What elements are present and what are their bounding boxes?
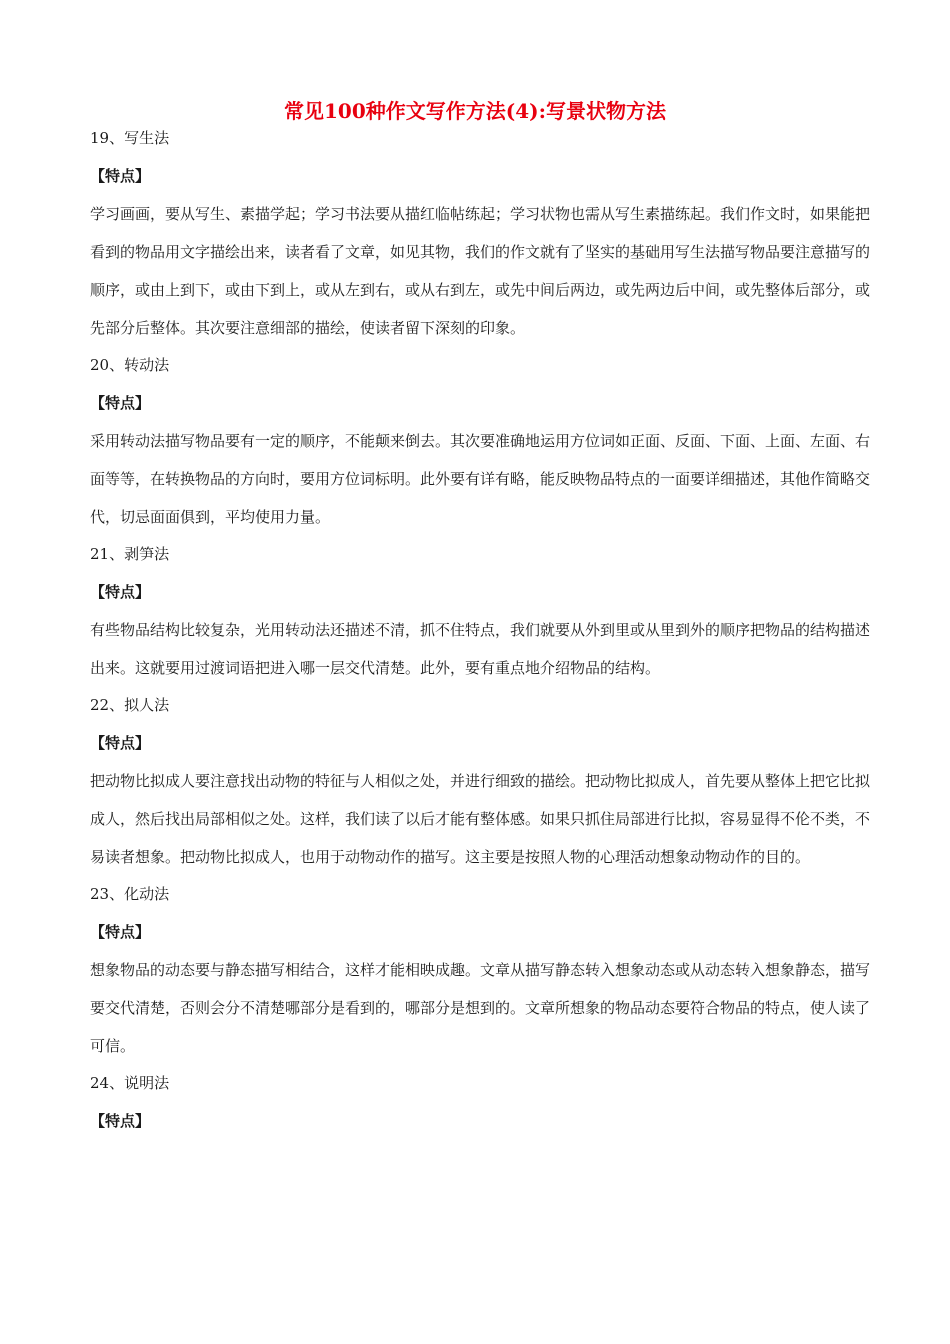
section-tag: 【特点】 (90, 1111, 151, 1130)
section-heading: 24、说明法 (90, 1074, 170, 1092)
section-20 (90, 347, 870, 536)
document-body (90, 120, 870, 1140)
section-heading: 20、转动法 (90, 356, 170, 374)
section-21 (90, 536, 870, 687)
section-heading: 21、剥笋法 (90, 545, 170, 563)
section-tag: 【特点】 (90, 922, 151, 941)
section-tag: 【特点】 (90, 166, 151, 185)
section-22 (90, 687, 870, 876)
section-24 (90, 1065, 870, 1140)
section-23 (90, 876, 870, 1065)
section-tag: 【特点】 (90, 733, 151, 752)
section-heading: 23、化动法 (90, 885, 170, 903)
section-19 (90, 120, 870, 347)
section-body: 把动物比拟成人要注意找出动物的特征与人相似之处，并进行细致的描绘。把动物比拟成人，首先要从整体上把它比拟成人，然后找出局部相似之处。这样，我们读了以后才能有整体感。如果只抓住局部进行比拟，容易显得不伦不类，不易读者想象。把动物比拟成人，也用于动物动作的描写。这主要是按照人物的心理活动想象动物动作的目的。 (90, 772, 871, 866)
page-title: 常见100种作文写作方法(4):写景状物方法 (284, 99, 666, 123)
section-body: 想象物品的动态要与静态描写相结合，这样才能相映成趣。文章从描写静态转入想象动态或从动态转入想象静态，描写要交代清楚，否则会分不清楚哪部分是看到的，哪部分是想到的。文章所想象的物品动态要符合物品的特点，使人读了可信。 (90, 961, 871, 1055)
section-tag: 【特点】 (90, 393, 151, 412)
section-body: 学习画画，要从写生、素描学起；学习书法要从描红临帖练起；学习状物也需从写生素描练起。我们作文时，如果能把看到的物品用文字描绘出来，读者看了文章，如见其物，我们的作文就有了坚实的基础用写生法描写物品要注意描写的顺序，或由上到下，或由下到上，或从左到右，或从右到左，或先中间后两边，或先两边后中间，或先整体后部分，或先部分后整体。其次要注意细部的描绘，使读者留下深刻的印象。 (90, 205, 871, 337)
section-tag: 【特点】 (90, 582, 151, 601)
section-body: 有些物品结构比较复杂，光用转动法还描述不清，抓不住特点，我们就要从外到里或从里到外的顺序把物品的结构描述出来。这就要用过渡词语把进入哪一层交代清楚。此外，要有重点地介绍物品的结构。 (90, 621, 871, 677)
section-heading: 19、写生法 (90, 129, 170, 147)
section-body: 采用转动法描写物品要有一定的顺序，不能颠来倒去。其次要准确地运用方位词如正面、反面、下面、上面、左面、右面等等，在转换物品的方向时，要用方位词标明。此外要有详有略，能反映物品特点的一面要详细描述，其他作简略交代，切忌面面俱到，平均使用力量。 (90, 432, 871, 526)
section-heading: 22、拟人法 (90, 696, 170, 714)
